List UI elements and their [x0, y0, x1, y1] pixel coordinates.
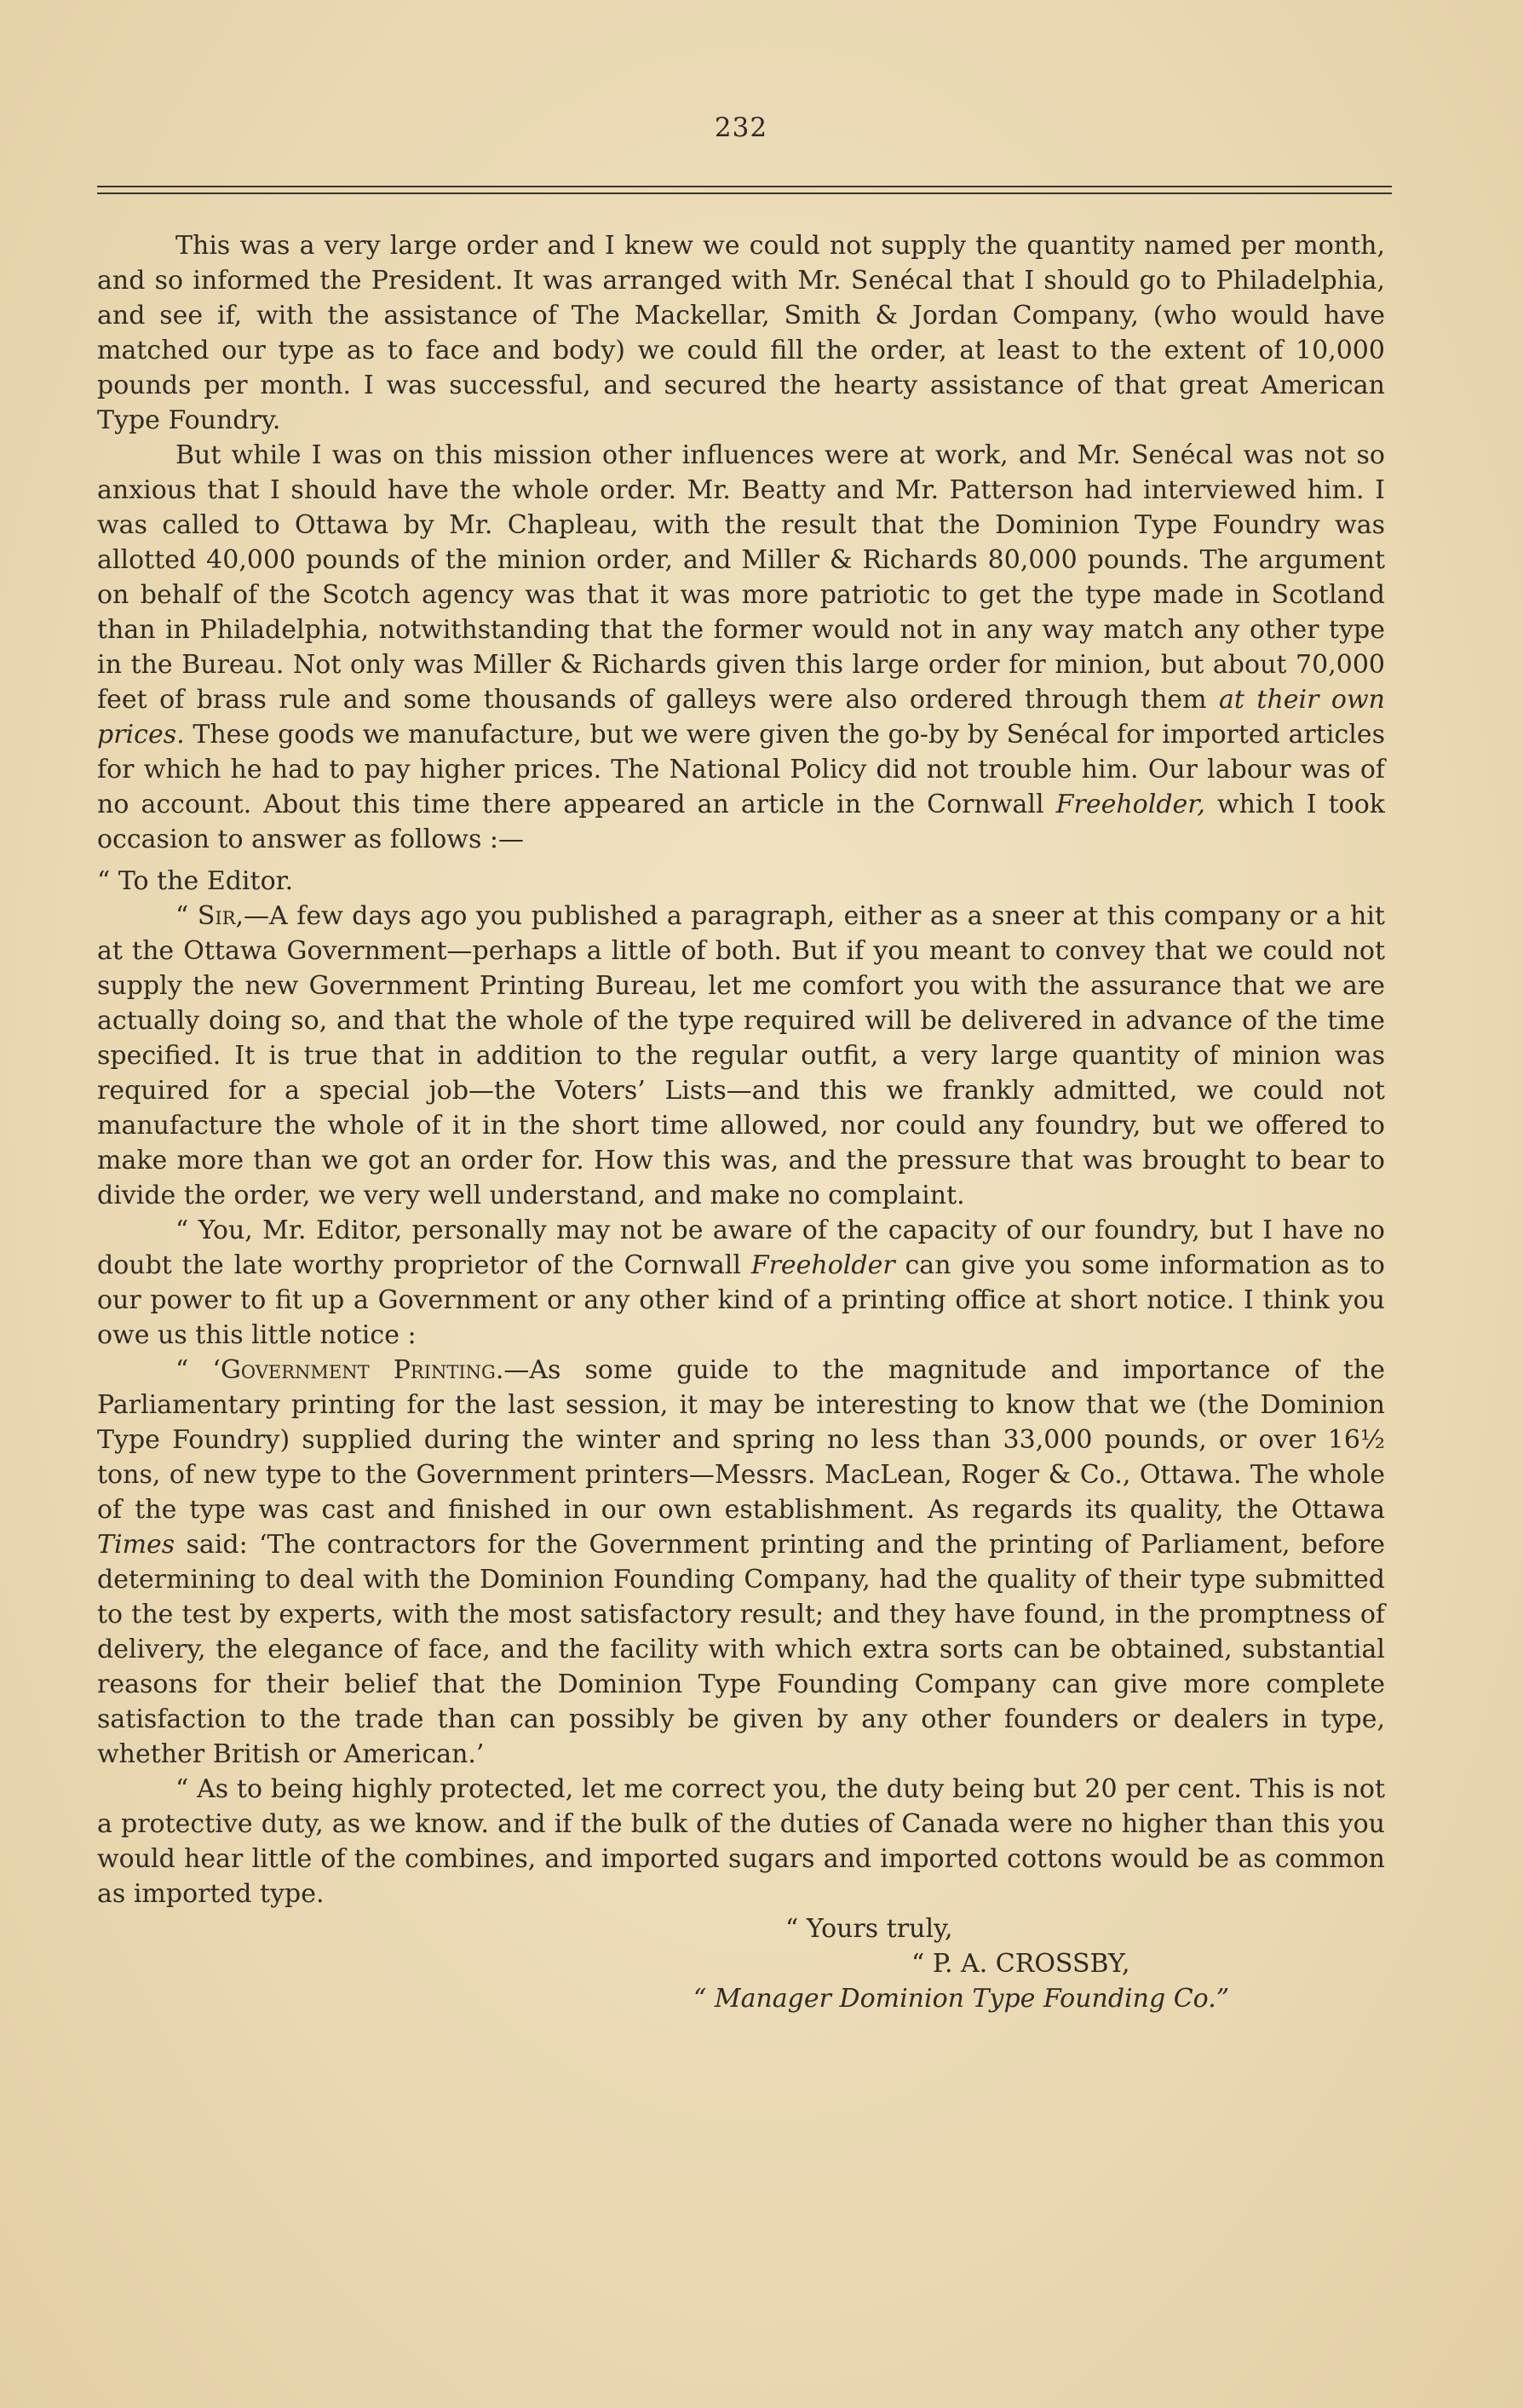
paragraph-influences-text-3: which I took occasion to answer as follows :—	[97, 790, 1385, 854]
letter-paragraph-editor-text-2: can give you some information as to our power to fit up a Government or any other kind of a printing office at short notice. I think you owe us this little notice :	[97, 1250, 1385, 1350]
page-body	[97, 228, 1385, 2016]
letter-paragraph-gp-text-1: —As some guide to the magnitude and importance of the Parliamentary printing for the last session, it may be interesting to know that we (the Dominion Type Foundry) supplied during the winter and spring no less than 33,000 pounds, or over 16½ tons, of new type to the Government printers—Messrs. MacLean, Roger & Co., Ottawa. The whole of the type was cast and finished in our own establishment. As regards its quality, the Ottawa	[97, 1355, 1385, 1525]
letter-signature-name: “ P. A. CROSSBY,	[911, 1949, 1130, 1979]
header-rule-bottom	[97, 193, 1392, 194]
paragraph-order: This was a very large order and I knew we could not supply the quantity named per month, and so informed the President. It was arranged with Mr. Senécal that I should go to Philadelphia, and see if, with the assistance of The Mackellar, Smith & Jordan Company, (who would have matched our type as to face and body) we could fill the order, at least to the extent of 10,000 pounds per month. I was successful, and secured the hearty assistance of that great American Type Foundry.	[97, 231, 1385, 435]
letter-valediction: “ Yours truly,	[785, 1914, 953, 1944]
small-caps-government-printing: “ ‘Government Printing.	[175, 1355, 504, 1385]
letter-paragraph-editor	[97, 1213, 1385, 1353]
header-rule-top	[97, 186, 1392, 187]
letter-paragraph-gp-text-2: said: ‘The contractors for the Government printing and the printing of Parliament, before determining to deal with the Dominion Founding Company, had the quality of their type submitted to the test by experts, with the most satisfactory result; and they have found, in the promptness of delivery, the elegance of face, and the facility with which extra sorts can be obtained, substantial reasons for their belief that the Dominion Type Founding Company can give more complete satisfaction to the trade than can possibly be given by any other founders or dealers in type, whether British or American.’	[97, 1530, 1385, 1769]
letter-paragraph-sir	[97, 899, 1385, 1213]
letter-paragraph-sir-text: —A few days ago you published a paragraph, either as a sneer at this company or a hit at the Ottawa Government—perhaps a little of both. But if you meant to convey that we could not supply the new Government Printing Bureau, let me comfort you with the assurance that we are actually doing so, and that the whole of the type required will be delivered in advance of the time specified. It is true that in addition to the regular outfit, a very large quantity of minion was required for a special job—the Voters’ Lists—and this we frankly admitted, we could not manufacture the whole of it in the short time allowed, nor could any foundry, but we offered to make more than we got an order for. How this was, and the pressure that was brought to bear to divide the order, we very well understand, and make no complaint.	[97, 901, 1385, 1210]
paragraph-influences	[97, 438, 1385, 857]
small-caps-sir: “ Sir,	[175, 901, 244, 931]
italic-phrase-prices: at their own prices.	[97, 685, 1385, 750]
letter-paragraph-government-printing	[97, 1353, 1385, 1772]
italic-freeholder: Freeholder,	[1055, 790, 1205, 819]
page-number: 232	[714, 112, 768, 143]
paragraph-influences-text-2: These goods we manufacture, but we were given the go-by by Senécal for imported articles for which he had to pay higher prices. The National Policy did not trouble him. Our labour was of no account. About this time there appeared an article in the Cornwall	[97, 720, 1385, 819]
paragraph-influences-text-1: But while I was on this mission other influences were at work, and Mr. Senécal was not so anxious that I should have the whole order. Mr. Beatty and Mr. Patterson had interviewed him. I was called to Ottawa by Mr. Chapleau, with the result that the Dominion Type Foundry was allotted 40,000 pounds of the minion order, and Miller & Richards 80,000 pounds. The argument on behalf of the Scotch agency was that it was more patriotic to get the type made in Scotland than in Philadelphia, notwithstanding that the former would not in any way match any other type in the Bureau. Not only was Miller & Richards given this large order for minion, but about 70,000 feet of brass rule and some thousands of galleys were also ordered through them	[97, 440, 1385, 715]
letter-paragraph-editor-text-1: “ You, Mr. Editor, personally may not be aware of the capacity of our foundry, but I have no doubt the late worthy proprietor of the Cornwall	[97, 1215, 1385, 1280]
italic-times: Times	[97, 1530, 175, 1560]
italic-freeholder-2: Freeholder	[750, 1250, 895, 1280]
letter-salutation: “ To the Editor.	[97, 866, 294, 896]
letter-signature-title: “ Manager Dominion Type Founding Co.”	[693, 1984, 1230, 2014]
letter-paragraph-protection: “ As to being highly protected, let me correct you, the duty being but 20 per cent. This is not a protective duty, as we know. and if the bulk of the duties of Canada were no higher than this you would hear little of the combines, and imported sugars and imported cottons would be as common as imported type.	[97, 1774, 1385, 1909]
